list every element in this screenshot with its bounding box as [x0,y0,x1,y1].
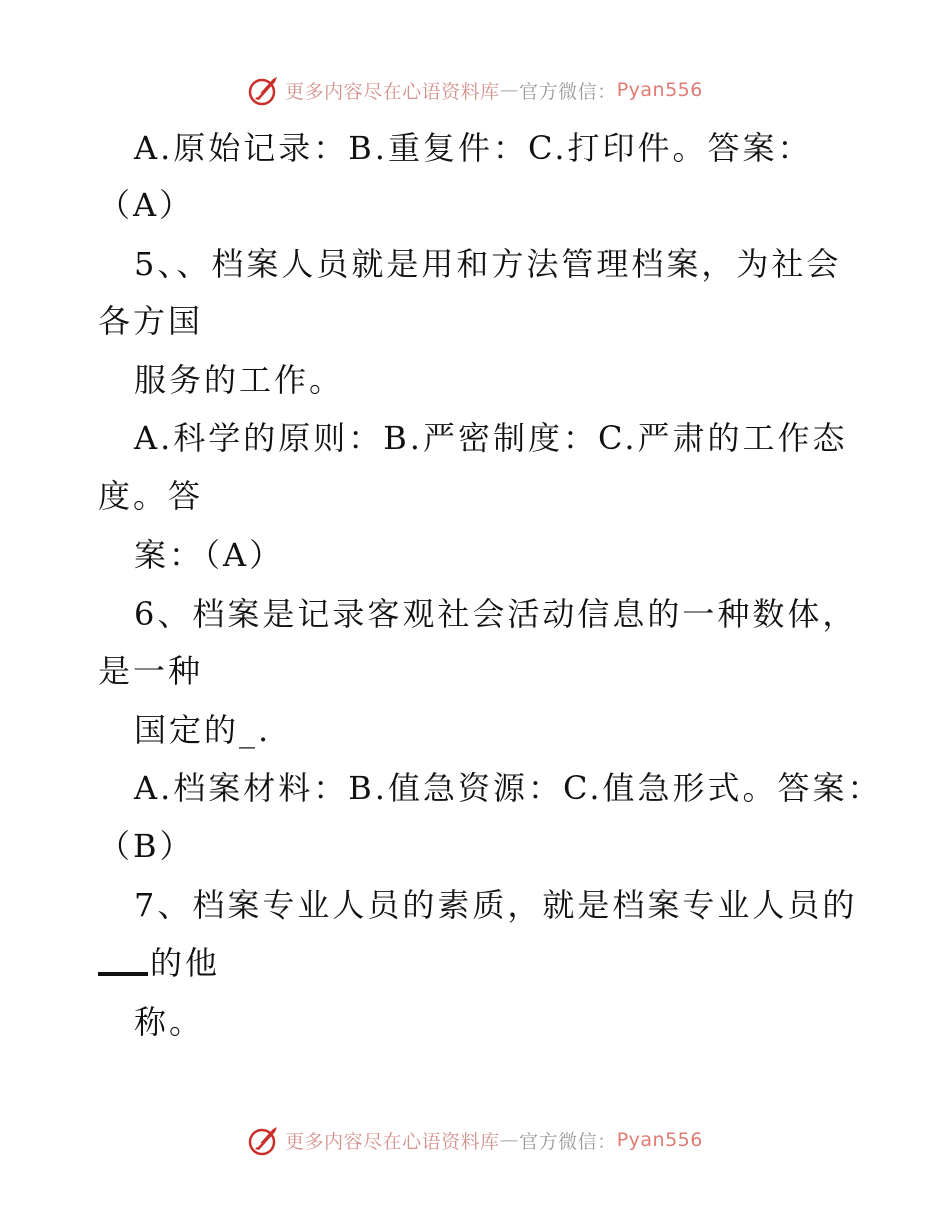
text-line-5: 服务的工作。 [134,361,345,399]
text-line-6: A.科学的原则：B.严密制度：C.严肃的工作态 [134,419,848,457]
text-line-15 [98,943,220,983]
answer-blank [98,972,148,976]
text-line-12: A.档案材料：B.值急资源：C.值急形式。答案： [134,769,883,807]
watermark-brand-text: 更多内容尽在心语资料库 [285,1130,500,1153]
watermark-wechat-label: 官方微信： [519,80,617,103]
footer-watermark [0,1120,950,1160]
watermark-separator: — [499,79,520,101]
watermark-wechat-label: 官方微信： [519,1130,617,1153]
watermark-account: Pyan556 [616,79,703,101]
text-line-15-text: 的他 [150,944,221,982]
feather-pen-icon [247,1123,281,1157]
watermark-separator: — [499,1129,520,1151]
text-line-14: 7、档案专业人员的素质，就是档案专业人员的 [134,886,858,924]
watermark-brand-text: 更多内容尽在心语资料库 [285,80,500,103]
text-line-3: 5、、档案人员就是用和方法管理档案，为社会 [134,245,842,283]
text-line-7: 度。答 [98,477,204,515]
text-line-9: 6、档案是记录客观社会活动信息的一种数体， [134,595,858,633]
watermark-account: Pyan556 [616,1129,703,1151]
text-line-8: 案：（A） [134,536,285,574]
text-line-4: 各方国 [98,302,204,340]
header-watermark [0,70,950,110]
text-line-1: A.原始记录：B.重复件：C.打印件。答案： [134,129,813,167]
text-line-16: 称。 [134,1003,205,1041]
text-line-2: （A） [98,186,195,224]
text-line-10: 是一种 [98,652,204,690]
text-line-13: （B） [98,827,195,865]
text-line-11: 国定的_. [134,711,272,749]
feather-pen-icon [247,73,281,107]
